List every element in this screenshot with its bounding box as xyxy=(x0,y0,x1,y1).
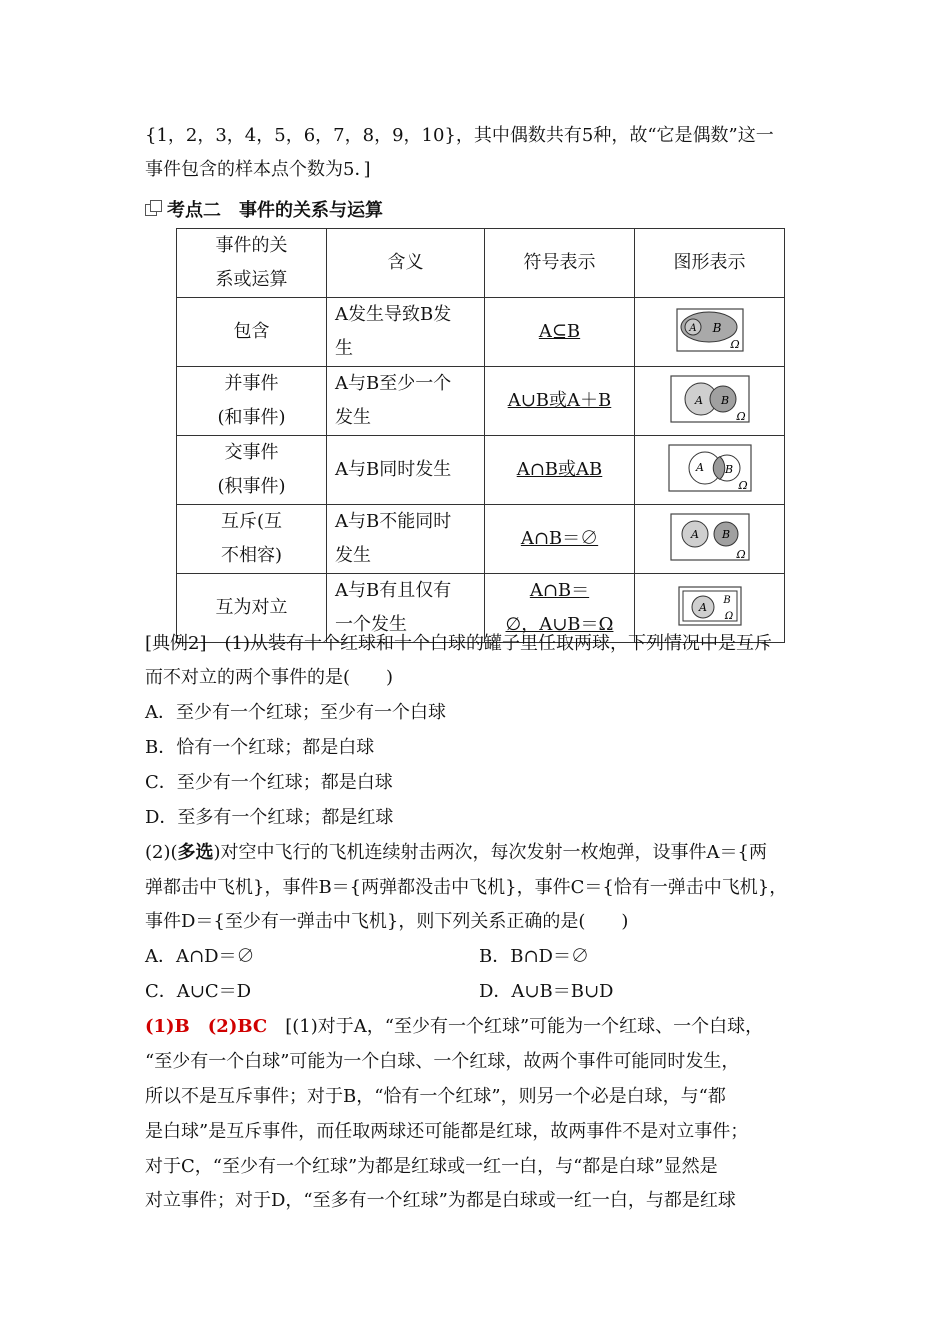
row-meaning xyxy=(327,367,485,436)
relations-table xyxy=(176,228,785,643)
name-line: 不相容) xyxy=(220,545,283,566)
table-row xyxy=(177,505,785,574)
svg-text:A: A xyxy=(690,527,699,541)
meaning-line: 发生 xyxy=(335,407,371,428)
symbol-text: ∅，A∪B＝Ω xyxy=(505,614,614,635)
meaning-line: A发生导致B发 xyxy=(335,304,452,325)
row-name xyxy=(177,436,327,505)
symbol-text: A∩B＝∅ xyxy=(520,528,599,549)
svg-text:B: B xyxy=(721,527,730,541)
complement-venn-diagram xyxy=(677,585,743,627)
svg-text:A: A xyxy=(695,460,704,474)
meaning-line: A与B至少一个 xyxy=(335,373,452,394)
section-marker-icon xyxy=(145,200,163,218)
symbol-text: A∪B或A＋B xyxy=(507,390,612,411)
example-q1-line-2: 而不对立的两个事件的是( ) xyxy=(145,667,394,688)
q2-option-c: C．A∪C＝D xyxy=(145,981,252,1002)
answer-line-5: 对于C，“至少有一个红球”为都是红球或一红一白，与“都是白球”显然是 xyxy=(145,1156,718,1177)
answer-line-4: 是白球”是互斥事件，而任取两球还可能都是红球，故两事件不是对立事件； xyxy=(145,1121,749,1142)
answer-1: (1)B xyxy=(145,1016,190,1037)
row-symbol xyxy=(485,436,635,505)
row-symbol xyxy=(485,505,635,574)
name-line: 交事件 xyxy=(224,442,279,463)
meaning-line: 一个发生 xyxy=(335,614,407,635)
answer-explanation-start: [(1)对于A，“至少有一个红球”可能为一个红球、一个白球， xyxy=(285,1016,764,1037)
section-heading xyxy=(145,196,383,222)
table-row xyxy=(177,436,785,505)
q1-option-b: B．恰有一个红球；都是白球 xyxy=(145,737,375,758)
header-cell-event xyxy=(177,229,327,298)
name-line: 互斥(互 xyxy=(220,511,283,532)
symbol-text: A∩B或AB xyxy=(516,459,603,480)
q2-option-a: A．A∩D＝∅ xyxy=(145,946,255,967)
q1-option-d: D．至多有一个红球；都是红球 xyxy=(145,807,394,828)
q2-option-d: D．A∪B＝B∪D xyxy=(479,981,614,1002)
q1-option-a: A．至少有一个红球；至少有一个白球 xyxy=(145,702,446,723)
header-line: 系或运算 xyxy=(215,269,288,290)
header-cell-symbol: 符号表示 xyxy=(485,229,635,298)
row-diagram xyxy=(635,367,785,436)
row-diagram xyxy=(635,436,785,505)
answer-line-2: “至少有一个白球”可能为一个白球、一个红球，故两个事件可能同时发生， xyxy=(145,1051,740,1072)
svg-text:B: B xyxy=(724,462,733,476)
table-row xyxy=(177,298,785,367)
row-meaning: A与B同时发生 xyxy=(327,436,485,505)
subset-venn-diagram xyxy=(675,307,745,353)
svg-text:Ω: Ω xyxy=(735,547,746,561)
name-line: (积事件) xyxy=(217,476,286,497)
answer-line-6: 对立事件；对于D，“至多有一个红球”为都是白球或一红一白，与都是红球 xyxy=(145,1190,736,1211)
svg-text:B: B xyxy=(712,320,721,335)
answer-line-1 xyxy=(145,1015,763,1039)
row-meaning xyxy=(327,298,485,367)
q2-multi-select-tag: 多选 xyxy=(177,842,214,863)
intersection-venn-diagram xyxy=(667,443,753,493)
example-q1-line-1: [典例2] (1)从装有十个红球和十个白球的罐子里任取两球，下列情况中是互斥 xyxy=(145,633,772,654)
intro-line-1: {1，2，3，4，5，6，7，8，9，10}，其中偶数共有5种，故“它是偶数”这一 xyxy=(145,125,774,146)
answer-line-3: 所以不是互斥事件；对于B，“恰有一个红球”，则另一个必是白球，与“都 xyxy=(145,1086,726,1107)
svg-text:Ω: Ω xyxy=(735,409,746,423)
svg-text:Ω: Ω xyxy=(729,337,740,351)
table-header-row xyxy=(177,229,785,298)
q2-option-b: B．B∩D＝∅ xyxy=(479,946,589,967)
intro-line-2: 事件包含的样本点个数为5．] xyxy=(145,159,371,180)
svg-text:B: B xyxy=(720,393,729,407)
svg-text:A: A xyxy=(698,600,707,614)
union-venn-diagram xyxy=(669,374,751,424)
header-cell-diagram: 图形表示 xyxy=(635,229,785,298)
row-diagram xyxy=(635,505,785,574)
row-name xyxy=(177,367,327,436)
example-q2-line-3: 事件D＝{至少有一弹击中飞机}，则下列关系正确的是( ) xyxy=(145,911,629,932)
row-name: 互为对立 xyxy=(177,574,327,643)
example-q2-line-1 xyxy=(145,841,767,865)
header-line: 事件的关 xyxy=(215,235,288,256)
name-line: 并事件 xyxy=(224,373,279,394)
svg-text:A: A xyxy=(688,322,697,334)
row-symbol xyxy=(485,367,635,436)
name-line: (和事件) xyxy=(217,407,286,428)
meaning-line: A与B不能同时 xyxy=(335,511,452,532)
header-cell-meaning: 含义 xyxy=(327,229,485,298)
row-name: 包含 xyxy=(177,298,327,367)
svg-text:Ω: Ω xyxy=(737,478,748,492)
q2-line-1-rest: )对空中飞行的飞机连续射击两次，每次发射一枚炮弹，设事件A＝{两 xyxy=(213,842,768,863)
svg-text:B: B xyxy=(722,594,731,606)
answer-2: (2)BC xyxy=(207,1016,268,1037)
symbol-text: A⊆B xyxy=(538,321,581,342)
meaning-line: 生 xyxy=(335,338,353,359)
svg-text:Ω: Ω xyxy=(724,610,733,622)
table-row xyxy=(177,367,785,436)
row-diagram xyxy=(635,298,785,367)
symbol-text: A∩B＝ xyxy=(529,580,590,601)
example-q2-line-2: 弹都击中飞机}，事件B＝{两弹都没击中飞机}，事件C＝{恰有一弹击中飞机}， xyxy=(145,877,788,898)
q2-prefix: (2)( xyxy=(145,842,178,863)
mutually-exclusive-venn-diagram xyxy=(669,512,751,562)
row-meaning xyxy=(327,505,485,574)
meaning-line: A与B有且仅有 xyxy=(335,580,452,601)
row-name xyxy=(177,505,327,574)
meaning-line: 发生 xyxy=(335,545,371,566)
row-symbol xyxy=(485,298,635,367)
q1-option-c: C．至少有一个红球；都是白球 xyxy=(145,772,393,793)
section-title: 考点二 事件的关系与运算 xyxy=(167,200,383,221)
svg-text:A: A xyxy=(694,393,703,407)
